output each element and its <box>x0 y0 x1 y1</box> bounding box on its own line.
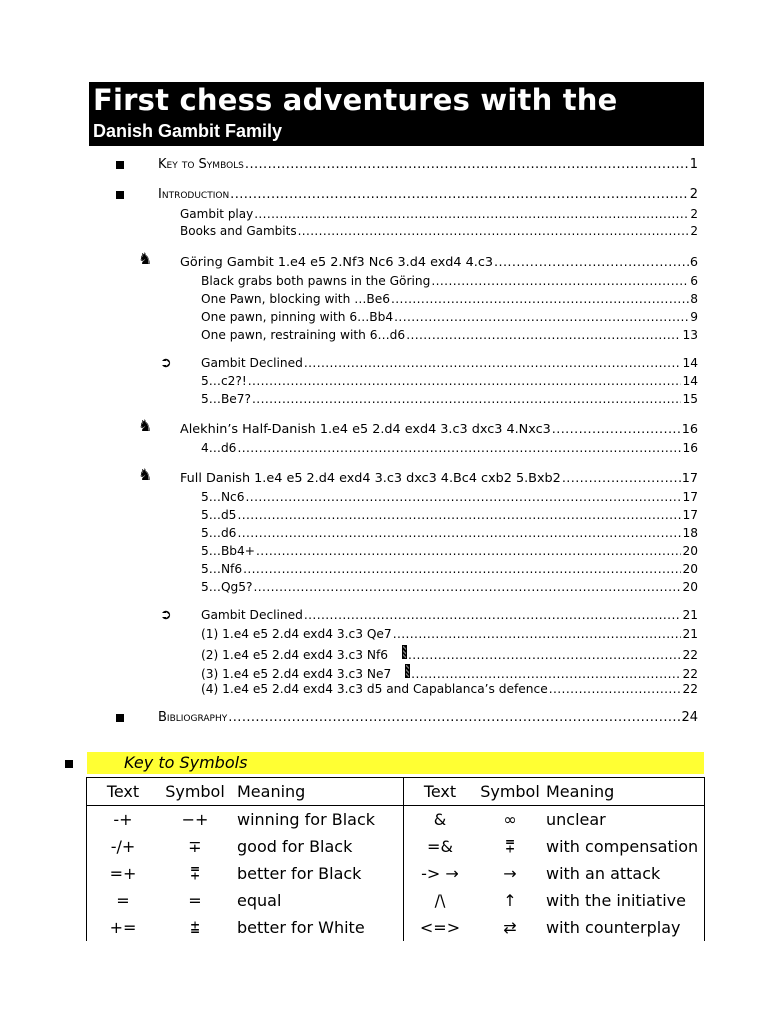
toc-entry[interactable]: Key to Symbols ..... 1 <box>158 157 698 172</box>
toc-entry[interactable]: One Pawn, blocking with …Be6 ..... 8 <box>201 292 698 306</box>
symbol-cell: → <box>503 864 517 883</box>
symbol-cell: ∓ <box>188 837 202 856</box>
toc-entry[interactable]: Alekhin’s Half-Danish 1.e4 e5 2.d4 exd4 3.c3 dxc3 4.Nxc3 ..... 16 <box>180 422 698 437</box>
meaning-cell: good for Black <box>231 833 404 860</box>
table-row <box>87 887 705 914</box>
column-header: Meaning <box>544 778 705 806</box>
text-cell: -/+ <box>87 833 160 860</box>
meaning-cell: winning for Black <box>231 806 404 834</box>
square-bullet-icon <box>65 760 73 768</box>
document-subtitle: Danish Gambit Family <box>93 121 283 141</box>
column-header: Symbol <box>476 778 544 806</box>
column-header: Symbol <box>159 778 231 806</box>
toc-entry[interactable]: 5…c2?! ..... 14 <box>201 374 698 388</box>
circled-arrow-icon: ➲ <box>160 355 172 371</box>
square-bullet-icon <box>116 191 124 199</box>
toc-entry[interactable]: Gambit Declined ..... 14 <box>201 356 698 370</box>
text-cell: -> → <box>421 864 459 883</box>
symbol-cell: ⩱ <box>505 836 515 856</box>
diagram-square-icon <box>402 645 407 659</box>
toc-entry[interactable]: 5…Bb4+ ..... 20 <box>201 544 698 558</box>
table-row <box>87 914 705 941</box>
text-cell: <=> <box>419 918 461 937</box>
table-row <box>87 860 705 887</box>
text-cell: = <box>87 887 160 914</box>
toc-entry[interactable]: Introduction ..... 2 <box>158 187 698 202</box>
column-header: Text <box>404 778 477 806</box>
meaning-cell: better for White <box>231 914 404 941</box>
symbol-cell: ↑ <box>503 891 517 910</box>
symbol-cell: ⇄ <box>503 918 517 937</box>
meaning-cell: better for Black <box>231 860 404 887</box>
toc-entry[interactable]: Full Danish 1.e4 e5 2.d4 exd4 3.c3 dxc3 4.Bc4 cxb2 5.Bxb2 ..... 17 <box>180 471 698 486</box>
column-header: Text <box>87 778 160 806</box>
diagram-square-icon <box>405 664 410 678</box>
text-cell: =& <box>427 837 453 856</box>
meaning-cell: equal <box>231 887 404 914</box>
table-header-row <box>87 778 705 806</box>
knight-icon: ♞ <box>138 249 153 268</box>
square-bullet-icon <box>116 161 124 169</box>
symbol-cell: = <box>188 891 202 910</box>
toc-entry[interactable]: 5…Nf6 ..... 20 <box>201 562 698 576</box>
toc-entry[interactable]: One pawn, restraining with 6…d6 ..... 13 <box>201 328 698 342</box>
toc-entry[interactable]: Bibliography ..... 24 <box>158 710 698 725</box>
toc-entry[interactable]: 4…d6 ..... 16 <box>201 441 698 455</box>
meaning-cell: with compensation <box>544 833 705 860</box>
table-row <box>87 806 705 834</box>
title-box <box>89 82 704 146</box>
text-cell: =+ <box>87 860 160 887</box>
symbol-cell: ⩲ <box>190 917 200 937</box>
key-section-title: Key to Symbols <box>124 753 248 772</box>
text-cell: += <box>87 914 160 941</box>
symbol-cell: ⩱ <box>190 863 200 883</box>
table-row <box>87 833 705 860</box>
knight-icon: ♞ <box>138 465 153 484</box>
toc-entry[interactable]: Göring Gambit 1.e4 e5 2.Nf3 Nc6 3.d4 exd4 4.c3 ..... 6 <box>180 255 698 270</box>
toc-entry[interactable]: 5…d5 ..... 17 <box>201 508 698 522</box>
text-cell: /\ <box>434 891 446 910</box>
square-bullet-icon <box>116 714 124 722</box>
meaning-cell: with counterplay <box>544 914 705 941</box>
symbol-cell: ∞ <box>503 810 517 829</box>
toc-entry[interactable]: Books and Gambits ..... 2 <box>180 224 698 238</box>
text-cell: -+ <box>87 806 160 834</box>
toc-entry[interactable]: Black grabs both pawns in the Göring ..... 6 <box>201 274 698 288</box>
toc-entry[interactable]: (4) 1.e4 e5 2.d4 exd4 3.c3 d5 and Capablanca’s defence ..... 22 <box>201 682 698 696</box>
knight-icon: ♞ <box>138 416 153 435</box>
toc-entry[interactable]: 5…Nc6 ..... 17 <box>201 490 698 504</box>
meaning-cell: unclear <box>544 806 705 834</box>
toc-entry[interactable]: One pawn, pinning with 6…Bb4 ..... 9 <box>201 310 698 324</box>
toc-entry[interactable]: (2) 1.e4 e5 2.d4 exd4 3.c3 Nf6 ..... 22 <box>201 645 698 662</box>
toc-entry[interactable]: 5…Be7? ..... 15 <box>201 392 698 406</box>
document-title: First chess adventures with the <box>93 83 618 117</box>
text-cell: & <box>433 810 447 829</box>
symbols-table <box>86 777 705 941</box>
toc-entry[interactable]: 5…d6 ..... 18 <box>201 526 698 540</box>
toc-entry[interactable]: Gambit Declined ..... 21 <box>201 608 698 622</box>
meaning-cell: with the initiative <box>544 887 705 914</box>
symbol-cell: −+ <box>181 810 209 829</box>
toc-entry[interactable]: Gambit play ..... 2 <box>180 207 698 221</box>
toc-entry[interactable]: (3) 1.e4 e5 2.d4 exd4 3.c3 Ne7 ..... 22 <box>201 664 698 681</box>
column-header: Meaning <box>231 778 404 806</box>
meaning-cell: with an attack <box>544 860 705 887</box>
toc-entry[interactable]: (1) 1.e4 e5 2.d4 exd4 3.c3 Qe7 ..... 21 <box>201 627 698 641</box>
circled-arrow-icon: ➲ <box>160 607 172 623</box>
toc-entry[interactable]: 5…Qg5? ..... 20 <box>201 580 698 594</box>
